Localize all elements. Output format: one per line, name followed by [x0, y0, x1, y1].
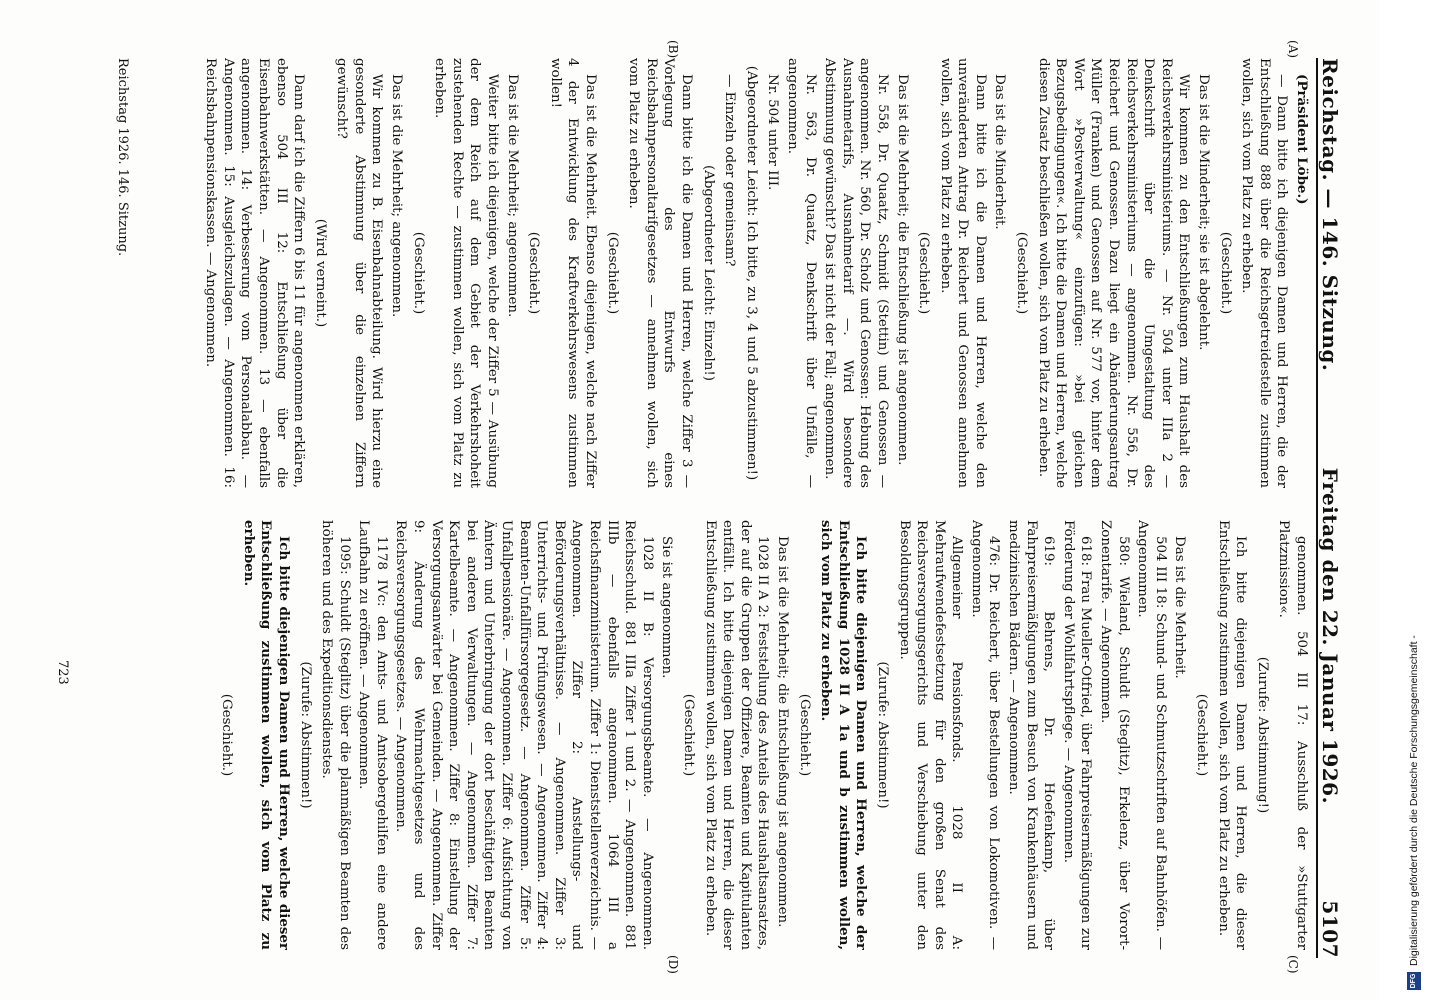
paragraph: Nr. 558, Dr. Quaatz, Schmidt (Stettin) und Genossen — angenommen. Nr. 560, Dr. Scholz und Genossen: Hebung des Ausnahmetarifs, Ausnahmetarif —. Wird besondere Abstimmung gewünscht? Das ist nicht der Fall; angenommen.: [822, 58, 890, 488]
print-page-number: 723: [55, 660, 70, 685]
paragraph: Dann bitte ich die Damen und Herren, welche den unveränderten Antrag Dr. Reichert und Genossen annehmen wollen, sich vom Platz zu erheben.: [937, 58, 988, 488]
margin-marker-c: (C): [1286, 955, 1300, 974]
paragraph: Wir kommen zu den Entschließungen zum Haushalt des Reichsverkehrsministeriums. — Nr. 504 unter IIIa 2 — Denkschrift über die Umgestaltung des Reichsverkehrsministeriums — angenommen. Nr. 556, Dr. Reichert und Genossen. Dazu liegt ein Abänderungsantrag Müller (Franken) und Genossen auf Nr. 577 vor, hinter dem Wort »Postverwaltung« einzufügen: »bei gleichen Bezugsbedingungen«. Ich bitte die Damen und Herren, welche diesen Zusatz beschließen wollen, sich vom Platz zu erheben.: [1035, 58, 1192, 488]
paragraph: (Geschieht.): [916, 231, 932, 315]
paragraph: Das ist die Mehrheit; die Entschließung ist angenommen.: [894, 74, 910, 466]
paragraph: 504 III 18: Schund- und Schmutzschriften auf Bahnhöfen. — Angenommen.: [1135, 520, 1168, 950]
paragraph: Dann bitte ich die Damen und Herren, welche Ziffer 3 — Vorlegung des Entwurfs eines Reichsbahnpersonaltarifgesetzes — annehmen wollen, sich vom Platz zu erheben.: [626, 58, 694, 488]
page-footer: Reichstag 1926. 146. Sitzung.: [115, 58, 130, 257]
paragraph: Allgemeiner Pensionsfonds. 1028 II A: Mehraufwendefestsetzung für den großen Senat des Reichsversorgungsgerichts und Verschiebung unter den Besoldungsgruppen.: [896, 520, 965, 950]
paragraph: 1178 IVc: den Amts- und Amtsobergehilfen eine andere Laufbahn zu eröffnen. — Angenommen.: [356, 520, 389, 950]
paragraph: Nr. 563, Dr. Quaatz, Denkschrift über Unfälle, — angenommen.: [784, 58, 818, 488]
paragraph: Ich bitte diejenigen Damen und Herren, welche der Entschließung 1028 II A 1a und b zustimmen wollen, sich vom Platz zu erheben.: [818, 520, 870, 950]
paragraph: 618: Frau Mueller-Otfried, über Fahrpreisermäßigungen zur Förderung der Wohlfahrtspflege. — Angenommen.: [1060, 520, 1094, 950]
paragraph: Das ist die Minderheit.: [992, 74, 1008, 230]
header-center: Freitag den 22. Januar 1926.: [1318, 467, 1342, 805]
paragraph: 619: Behrens, Dr. Hoefenkamp, über Fahrpreisermäßigungen zum Besuch von Krankenhäusern und medizinischen Bädern. — Angenommen.: [1006, 520, 1057, 950]
paragraph: 476: Dr. Reichert, über Bestellungen von Lokomotiven. — Angenommen.: [968, 520, 1002, 950]
dfg-credit: [1404, 600, 1424, 990]
paragraph: 1028 II B: Versorgungsbeamte. — Angenommen. Reichsschuld. 881 IIIa Ziffer 1 und 2. — Angenommen. 881 IIIb — ebenfalls angenommen. 1064 III a Reichsfinanzministerium. Ziffer 1: Dienststellenverzeichnis. — Angenommen. Ziffer 2: Anstellungs- und Beförderungsverhältnisse. — Angenommen. Ziffer 3: Unterrichts- und Prüfungswesen. — Angenommen. Ziffer 4: Beamten-Unfallfürsorgegesetz. — Angenommen. Ziffer 5: Unfallpensionäre. — Angenommen. Ziffer 6: Aufsichtung von Ämtern und Unterbringung der dort beschäftigten Beamten bei anderen Verwaltungen. — Angenommen. Ziffer 7: Kartelbeamte. — Angenommen. Ziffer 8: Einstellung der Versorgungsanwärter bei Gemeinden. — Angenommen. Ziffer 9: Änderung des Wehrmachtgesetzes und des Reichsversorgungsgesetzes. — Angenommen.: [393, 520, 655, 950]
paragraph: (Zurufe: Abstimmen!): [297, 661, 313, 809]
paragraph: Ich bitte diejenigen Damen und Herren, welche dieser Entschließung zustimmen wollen, sich vom Platz zu erheben.: [240, 520, 292, 950]
paragraph: (Geschieht.): [681, 693, 696, 777]
paragraph: Weiter bitte ich diejenigen, welche der Ziffer 5 — Ausübung der dem Reich auf dem Gebiet der Verkehrshoheit zustehenden Rechte — zustimmen wollen, sich vom Platz zu erheben.: [432, 58, 501, 488]
dfg-logo-icon: DFG: [1407, 972, 1421, 990]
paragraph: (Geschieht.): [796, 693, 812, 777]
paragraph: (Geschieht.): [1217, 231, 1233, 315]
paragraph: Das ist die Mehrheit; angenommen.: [389, 74, 405, 318]
paragraph: Das ist die Mehrheit. Ebenso diejenigen, welche nach Ziffer 4 der Entwicklung des Kraftverkehrswesens zustimmen wollen!: [547, 58, 599, 488]
paragraph: (Geschieht.): [219, 693, 235, 777]
paragraph: (Zurufe: Abstimmung!): [1254, 656, 1270, 814]
paragraph: Wir kommen zu B. Eisenbahnabteilung. Wird hierzu eine gesonderte Abstimmung über die einzelnen Ziffern gewünscht?: [334, 58, 385, 488]
paragraph: Das ist die Minderheit; sie ist abgelehnt.: [1196, 74, 1212, 351]
paragraph: (Geschieht.): [526, 231, 542, 315]
margin-marker-d: (D): [666, 955, 680, 974]
header-left: Reichstag. — 146. Sitzung.: [1318, 58, 1342, 372]
right-text-column: [130, 520, 1310, 950]
dfg-credit-text: Digitalisierung gefördert durch die Deutsche Forschungsgemeinschaft -: [1408, 635, 1420, 966]
margin-marker-b: (B): [666, 40, 680, 59]
paragraph: 1028 II A 2: Feststellung des Anteils des Haushaltsansatzes, der auf die Gruppen der Offiziere, Beamten und Kapitulanten entfällt. Ich bitte diejenigen Damen und Herren, die dieser Entschließung zustimmen wollen, sich vom Platz zu erheben.: [702, 520, 771, 950]
paragraph: Das ist die Mehrheit.: [1172, 536, 1188, 679]
paragraph: 580: Wieland, Schuldt (Steglitz), Erkelenz, über Vorort-Zonentarife. — Angenommen.: [1098, 520, 1131, 950]
paragraph: Das ist die Mehrheit; die Entschließung ist angenommen.: [774, 536, 790, 928]
paragraph: Das ist die Mehrheit; angenommen.: [504, 74, 520, 318]
paragraph: (Abgeordneter Leicht: Ich bitte, zu 3, 4 und 5 abzustimmen!): [743, 65, 759, 481]
paragraph: (Geschieht.): [1014, 231, 1030, 315]
paragraph: (Abgeordneter Leicht: Einzeln!): [700, 164, 716, 382]
header-page-number: 5107: [1318, 900, 1342, 958]
paragraph: (Geschieht.): [604, 231, 620, 315]
paragraph: (Präsident Löbe.): [1294, 74, 1310, 205]
paragraph: Nr. 504 unter III.: [765, 74, 781, 191]
paragraph: — Einzeln oder gemeinsam?: [722, 74, 738, 267]
page-header: [1316, 58, 1348, 958]
paragraph: Dann darf ich die Ziffern 6 bis 11 für angenommen erklären, ebenso 504 III 12: Entschließung über die Eisenbahnwerkstätten. — Angenommen. 13 — ebenfalls angenommen. 14: Verbesserung vom Personalabbau. — Angenommen. 15: Ausgleichszulagen. — Angenommen. 16: Reichsbahnpensionskassen. — Angenommen.: [203, 58, 307, 488]
paragraph: (Geschieht.): [1194, 693, 1210, 777]
paragraph: (Zurufe: Abstimmen!): [874, 661, 890, 809]
paragraph: (Geschieht.): [410, 231, 426, 315]
left-text-column: [130, 58, 1310, 488]
paragraph: Ich bitte diejenigen Damen und Herren, die dieser Entschließung zustimmen wollen, sich vom Platz zu erheben.: [1215, 520, 1249, 950]
paragraph: 1095: Schuldt (Steglitz) über die planmäßigen Beamten des höheren und des Expeditionsdienstes.: [319, 520, 352, 950]
paragraph: (Wird verneint.): [312, 218, 328, 328]
paragraph: genommen. 504 III 17: Ausschluß der »Stuttgarter Platzmission«.: [1276, 520, 1309, 950]
margin-marker-a: (A): [1286, 40, 1300, 59]
paragraph: — Dann bitte ich diejenigen Damen und Herren, die der Entschließung 888 über die Reichsgetreidestelle zustimmen wollen, sich vom Platz zu erheben.: [1239, 58, 1290, 488]
paragraph: Sie ist angenommen.: [659, 536, 675, 679]
